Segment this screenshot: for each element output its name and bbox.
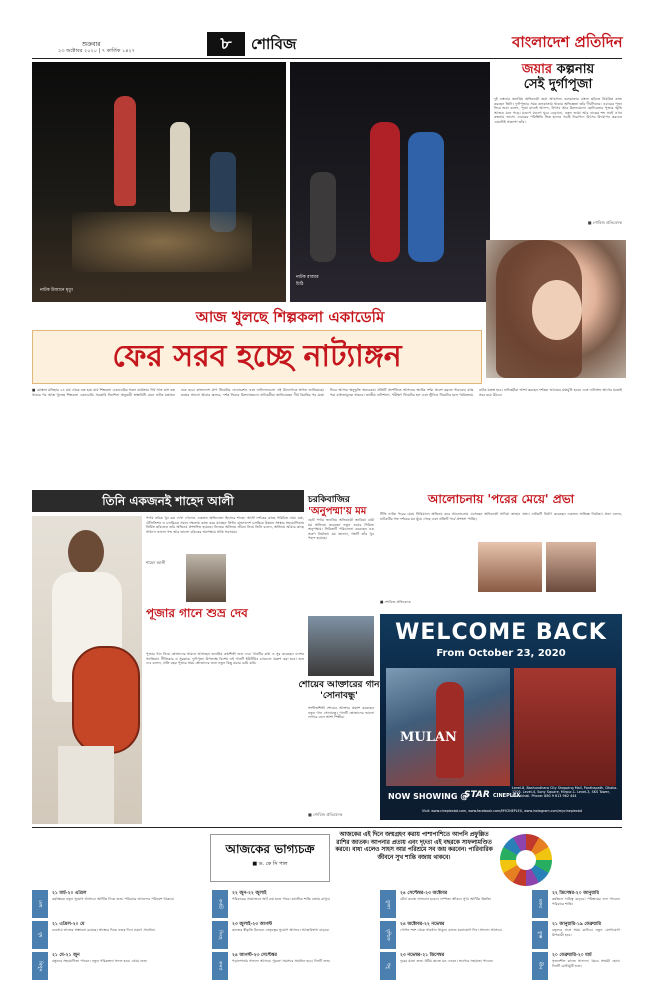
sign-range: ২১ মার্চ-২০ এপ্রিল — [52, 891, 87, 896]
horoscope-sign — [532, 952, 622, 981]
joya-body: দুই বাংলার জনপ্রিয় অভিনেত্রী জয়া আহসান। কলকাতার বাংলা ছবিতে নিয়মিত কাজ করছেন তিনি। দুর্গাপূজার সময় কলকাতায় থাকার অভিজ্ঞতা তাঁর দীর্ঘদিনের। এবারের পূজা নিয়ে জয়া বলেন, পূজা মানেই আনন্দ, উৎসব আর মিলনমেলা। ছোটবেলার পূজার স্মৃতি আজও মনে পড়ে। মণ্ডপে মণ্ডপে ঘুরে বেড়ানো, নতুন জামা আর ঢাকের শব্দ সবই এখন কল্পনায় ভাসে। এবারের পরিস্থিতি ভিন্ন হলেও সবাই নিরাপদে উৎসব উদযাপন করবেন এমনটাই প্রত্যাশা তাঁর। — [494, 97, 622, 124]
stage-actor-dark — [310, 172, 336, 262]
shoyeb-body: সংগীতশিল্পী শোয়েব আক্তার প্রকাশ করেছেন নতুন গান সোনাবন্ধু। গানটি শ্রোতাদের ভালো লাগবে বলে আশা শিল্পীর। — [308, 706, 374, 720]
sign-text: যৌথ কাজে লাভবান হবেন। দাম্পত্য জীবনে সুখ। আর্থিক উন্নতি। — [400, 897, 492, 901]
porer-meye-body: টিভি নাটক পরের মেয়ে সিরিয়ালে অভিনয় করে আলোচনায় এসেছেন অভিনেত্রী সাদিয়া জাহান প্রভা। নাটকটি নির্মাণ করেছেন একজন অভিজ্ঞ নির্মাতা। প্রভা বলেন, নাটকটির গল্প দর্শকের মন ছুঁয়ে গেছে এবং প্রতিটি পর্বে প্রশংসা পাচ্ছি। — [380, 512, 622, 521]
sign-range: ২৪ অক্টোবর-২২ নভেম্বর — [400, 922, 445, 927]
stage-actor-red — [370, 122, 400, 262]
photo-caption-left: নাটক উজানে মৃত্যু — [40, 288, 73, 293]
sign-range: ২১ এপ্রিল-২০ মে — [52, 922, 85, 927]
sign-range: ২৩ নভেম্বর-২১ ডিসেম্বর — [400, 953, 445, 958]
puja-song-title: পূজার গানে শুভ্র দেব — [146, 606, 248, 620]
mulan-horse-art — [514, 668, 616, 786]
sign-text: বন্ধুদের সঙ্গে সময় কাটবে। নতুন যোগাযোগ উপকারী হবে। — [552, 928, 620, 937]
porer-meye-credit: ■ শোবিজ প্রতিবেদক — [380, 600, 411, 604]
stage-figure-2 — [170, 122, 190, 212]
shahed-photo — [32, 516, 142, 824]
sign-name: মিথুন — [32, 952, 48, 980]
horoscope-sign — [380, 952, 544, 981]
section-title: শোবিজ — [251, 35, 297, 53]
sign-text: কাজের স্বীকৃতি মিলবে। নেতৃত্বের সুযোগ আসবে। আত্মবিশ্বাস বাড়বে। — [232, 928, 330, 932]
joya-title-prefix: জয়ার — [521, 62, 553, 77]
ad-address: Level-8, Bashundhara City Shopping Mall, Panthapath, Dhaka-1205. Level-4, Sony Square, Mirpur-1. Level-3, SKS Tower, Mohakhali. Phone: 880 9 613 962 444 — [512, 786, 618, 799]
joya-story — [494, 62, 622, 240]
ad-movie-title: MULAN — [400, 730, 457, 745]
ad-subline: From October 23, 2020 — [436, 648, 566, 659]
sign-range: ২২ জুন-২২ জুলাই — [232, 891, 267, 896]
logo — [512, 31, 622, 53]
mulan-poster — [386, 668, 510, 786]
ad-cta: NOW SHOWING @ — [388, 792, 469, 801]
sign-name: বৃষ — [32, 921, 48, 949]
sign-name: মকর — [532, 890, 548, 918]
horoscope-author: ■ ড. কে সি পাল — [252, 861, 288, 867]
horoscope-sign — [32, 890, 196, 919]
sign-name: কুম্ভ — [532, 921, 548, 949]
shahed-body-text: পর্দায় তাঁকে খুব কম দেখা গেলেও একজন অভিনেতা হিসেবে শাহেদ আলী দর্শকের কাছে পরিচিত নাম। মঞ্চ, টেলিভিশন ও চলচ্চিত্রে সমান দক্ষতায় কাজ করে যাচ্ছেন তিনি। বাংলাদেশ চলচ্চিত্র উন্নয়ন সংস্থার সহযোগিতায় নির্মিত ছবিতেও তাঁর অভিনয় প্রশংসিত হয়েছে। নিজের অভিনয় জীবন নিয়ে তিনি বলেন, অভিনয় আমার কাছে সাধনা। ভালো গল্প আর ভালো চরিত্রের অপেক্ষায় থাকি সবসময়। — [146, 516, 304, 534]
horoscope-sign — [32, 921, 196, 950]
shahed-banner: তিনি একজনই শাহেদ আলী — [32, 490, 304, 512]
joya-title — [494, 62, 622, 77]
sign-range: ২০ ফেব্রুয়ারি-২০ মার্চ — [552, 953, 592, 958]
stage-actor-blue — [408, 132, 444, 262]
porer-meye-photo-2 — [546, 542, 596, 592]
ad-brand-sub: CINEPLEX — [492, 793, 521, 799]
horoscope-sign — [32, 952, 196, 981]
sign-name: মীন — [532, 952, 548, 980]
sign-range: ২১ মে-২১ জুন — [52, 953, 80, 958]
sign-text: কর্মক্ষেত্রে নতুন সুযোগ আসবে। আর্থিক দিকে শুভ। পরিবারে আনন্দের পরিবেশ থাকবে। — [52, 897, 175, 901]
joya-portrait — [486, 240, 626, 378]
sign-range: ২১ জানুয়ারি-১৯ ফেব্রুয়ারি — [552, 922, 601, 927]
sign-name: ধনু — [380, 952, 396, 980]
sign-range: ২৪ আগস্ট-২৩ সেপ্টেম্বর — [232, 953, 277, 958]
sign-range: ২২ ডিসেম্বর-২০ জানুয়ারি — [552, 891, 599, 896]
horoscope-sign — [532, 921, 622, 950]
photo-caption-right: নাটক রাজার চিঠি — [296, 275, 319, 287]
top-story-kicker: আজ খুলছে শিল্পকলা একাডেমি — [100, 306, 480, 328]
logo-text: বাংলাদেশ প্রতিদিন — [512, 33, 623, 51]
stage-light — [72, 212, 252, 272]
sign-text: গোপন শত্রু থেকে সাবধান থাকুন। কাজে মনোযোগ দিন। সাফল্য আসবে। — [400, 928, 503, 932]
issue-date: ২৩ অক্টোবর ২০২০ | ৭ কার্তিক ১৪২৭ — [58, 48, 135, 54]
joya-credit: ■ শোবিজ প্রতিবেদক — [587, 220, 622, 225]
horoscope-sign — [212, 921, 376, 950]
chorki-body: ছোট পর্দার জনপ্রিয় অভিনেত্রী জাকিয়া বারী মম অভিনয় করেছেন নতুন ওয়েব সিরিজ অনুপম্মায়। সিরিজটি পরিচালনা করেছেন এক তরুণ নির্মাতা। মম জানান, গল্পটি তাঁর খুব পছন্দ হয়েছে। — [308, 518, 374, 541]
porer-meye-title: আলোচনায় 'পরের মেয়ে' প্রভা — [427, 492, 575, 506]
sign-text: ব্যবসায় লাভের সম্ভাবনা রয়েছে। স্বাস্থ্যের দিকে নজর দিন। ভ্রমণে সাবধান। — [52, 928, 156, 932]
mulan-ad — [380, 614, 622, 820]
sign-text: পড়াশোনায় সাফল্য আসবে। পুরনো সমস্যার সমাধান হবে। দিনটি শুভ। — [232, 959, 331, 963]
sign-range: ২৩ জুলাই-২৩ আগস্ট — [232, 922, 273, 927]
page-number: ৮ — [207, 32, 245, 56]
shahed-inset-caption: শাহেদ আলী — [146, 560, 166, 565]
sign-text: সৃজনশীল কাজে সাফল্য। খরচে সংযমী হোন। দিনটি মোটামুটি শুভ। — [552, 959, 620, 968]
sign-name: কন্যা — [212, 952, 228, 980]
sign-text: কর্মস্থলে দায়িত্ব বাড়বে। পরিশ্রমের ফল পাবেন। পরিবারে শান্তি। — [552, 897, 620, 906]
chorki-kicker: চরকিবাজির — [308, 495, 350, 505]
ad-headline: WELCOME BACK — [395, 620, 607, 645]
horoscope-banner: আজকের ভাগ্যচক্র — [225, 842, 315, 856]
sign-name: তুলা — [380, 890, 396, 918]
shoyeb-title: শোয়েব আক্তারের গান 'সোনাবন্ধু' — [298, 680, 380, 701]
top-story-headline: ফের সরব হচ্ছে নাট্যাঙ্গন — [112, 339, 402, 374]
horoscope-sign — [380, 921, 544, 950]
horoscope-grid — [32, 890, 622, 984]
sign-name: সিংহ — [212, 921, 228, 949]
sign-name: মেষ — [32, 890, 48, 918]
shahed-head — [68, 530, 104, 574]
top-story-headline-box — [32, 330, 482, 384]
horoscope-rule — [32, 827, 622, 828]
ad-brand: STAR — [464, 790, 490, 800]
chorki-title: 'অনুপম্মা'য় মম — [308, 506, 367, 517]
porer-meye-photo — [478, 542, 542, 592]
joya-face — [532, 280, 582, 340]
shoyeb-photo — [308, 616, 374, 676]
sign-name: বৃশ্চিক — [380, 921, 396, 949]
horoscope-sign — [212, 890, 376, 919]
horoscope-intro: আজকের এই দিনে জন্মগ্রহণ করায় পাশাপাশিতে আপনি প্রফুল্লিত রাশির জাতক। আপনার প্রত্যয় এবং দৃঢ়তা এই বছরকে সাফল্যমণ্ডিত করবে। বাধা এলেও সাহস আর পরিশ্রমে সব জয় করবেন। পারিবারিক জীবনে সুখ শান্তি বজায় থাকবে। — [335, 832, 493, 861]
drum — [72, 646, 140, 754]
issue-day: শুক্রবার — [82, 41, 101, 48]
sign-name: কর্কট — [212, 890, 228, 918]
shahed-inset-photo — [186, 554, 226, 602]
zodiac-wheel-center — [516, 850, 536, 870]
shoyeb-credit: ■ শোবিজ প্রতিবেদক — [308, 812, 343, 817]
sign-range: ২৪ সেপ্টেম্বর-২৩ অক্টোবর — [400, 891, 448, 896]
masthead-rule — [32, 58, 622, 59]
zodiac-wheel — [500, 834, 552, 886]
shahed-legs — [58, 746, 114, 824]
horoscope-sign — [380, 890, 544, 919]
top-story-body: ■ মোস্তফা মতিহার ২৪ মার্চ থেকে বন্ধ হয়ে যায় শিল্পকলা একাডেমির সকল কার্যক্রম। দীর্ঘ সাত মাস বন্ধ থাকার পর আজ খুলছে শিল্পকলা একাডেমি। সরকারি নির্দেশনা অনুযায়ী স্বাস্থ্যবিধি মেনে নাটক মঞ্চায়ন শুরু হবে। বাংলাদেশ গ্রুপ থিয়েটার ফেডারেশন এবং নাট্যদলগুলো এই উদ্যোগকে স্বাগত জানিয়েছে। মঞ্চের আলো আবার জ্বলবে, দর্শক ফিরবে মিলনায়তনে। নাট্যকর্মীরা জানিয়েছেন দীর্ঘ বিরতির পর মঞ্চে ফিরে আসার অনুভূতি অন্যরকম। প্রতিটি প্রদর্শনীতে আসনের অর্ধেক দর্শক প্রবেশ করতে পারবেন। মাস্ক পরা বাধ্যতামূলক থাকবে। জাতীয় নাট্যশালা, পরীক্ষণ থিয়েটার হল এবং স্টুডিও থিয়েটার হলে পর্যায়ক্রমে নাটক মঞ্চস্থ হবে। নাট্যকর্মীরা আশা করছেন দর্শকরা আবারও মঞ্চমুখী হবেন এবং নাট্যাঙ্গন আগের মতোই সরব হয়ে উঠবে। — [32, 388, 622, 397]
horoscope-banner-box — [210, 834, 330, 882]
horoscope-sign — [212, 952, 376, 981]
stage-figure-1 — [114, 96, 136, 206]
ad-website: Visit: www.cineplexbd.com, www.facebook.com/MYCINEPLEX, www.instagram.com/mycineplexbd — [422, 809, 582, 813]
joya-title-line2: সেই দুর্গাপূজা — [523, 77, 593, 92]
horoscope-sign — [532, 890, 622, 919]
joya-title-rest: কল্পনায় — [556, 62, 595, 77]
top-photo-left — [32, 62, 286, 302]
masthead — [0, 0, 650, 60]
puja-song-body: পূজার গান নিয়ে শ্রোতাদের সামনে আসছেন জনপ্রিয় কণ্ঠশিল্পী শুভ্র দেব। গানটির কথা ও সুর করেছেন দেশের খ্যাতিমান গীতিকার ও সুরকার। দুর্গাপূজা উপলক্ষে বিশেষ এই গানটি ইউটিউব চ্যানেলে প্রকাশ করা হবে। শুভ্র দেব বলেন, প্রতি বছর পূজার সময় শ্রোতাদের জন্য নতুন কিছু করার চেষ্টা করি। — [146, 652, 304, 666]
top-photo-right — [290, 62, 490, 302]
sign-text: বন্ধুদের সহযোগিতা পাবেন। নতুন পরিকল্পনা সফল হবে। প্রেমে শুভ। — [52, 959, 148, 963]
sign-text: দূরের যাত্রা শুভ। ধর্মীয় কাজে মন দেবেন। ভাগ্যের সহায়তা পাবেন। — [400, 959, 494, 963]
sign-text: পরিবারের প্রয়োজনে অর্থ ব্যয় হতে পারে। মানসিক শান্তি বজায় রাখুন। — [232, 897, 331, 901]
